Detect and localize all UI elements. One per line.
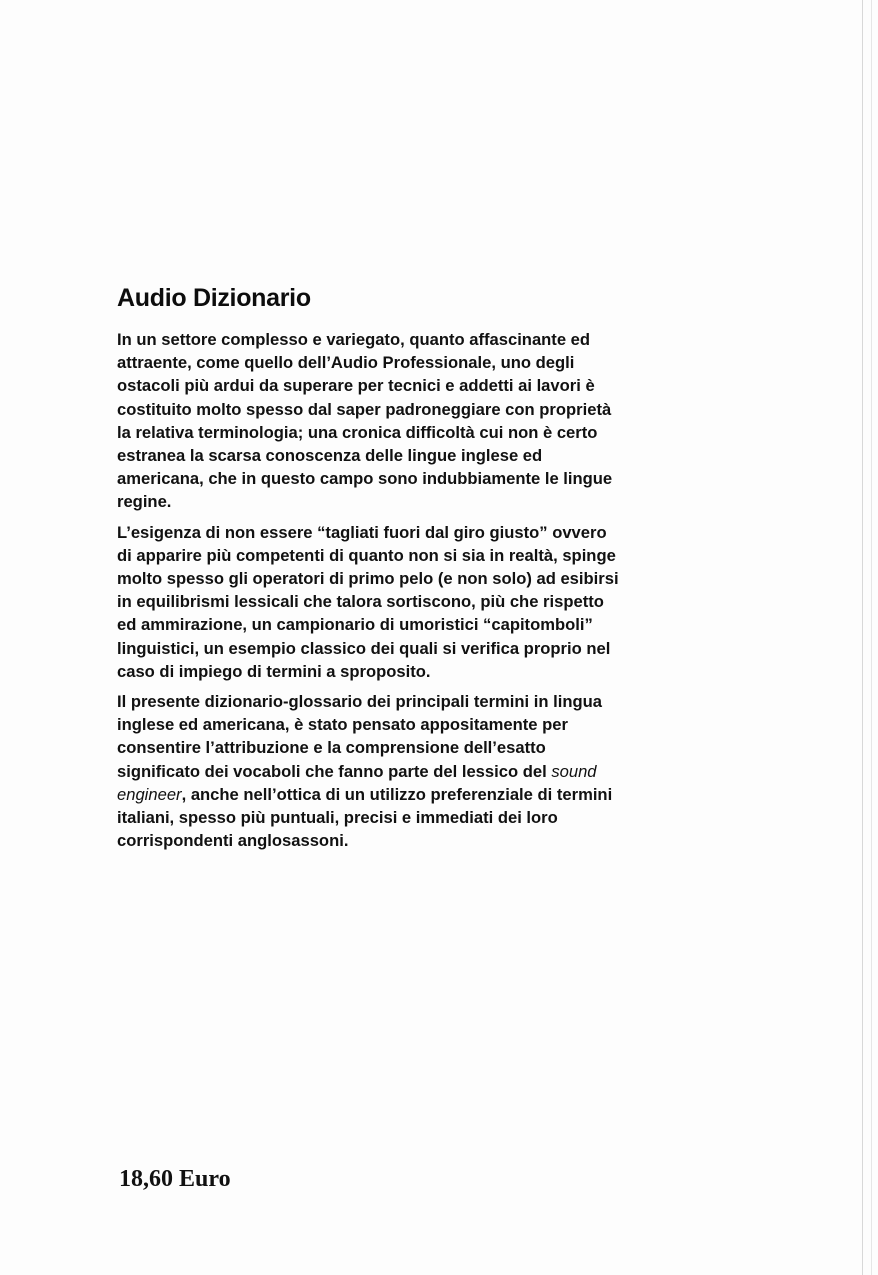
paragraph-context: L’esigenza di non essere “tagliati fuori dal giro giusto” ovvero di apparire più competenti di quanto non si sia in realtà, spinge molto spesso gli operatori di primo pelo (e non solo) ad esibirsi in equilibrismi lessicali che talora sortiscono, più che rispetto ed ammirazione, un campionario di umoristici “capitomboli” linguistici, un esempio classico dei quali si verifica proprio nel caso di impiego di termini a sproposito. — [117, 522, 619, 681]
page-edge-line-secondary — [871, 0, 872, 1275]
book-title: Audio Dizionario — [117, 284, 311, 312]
paragraph-intro: In un settore complesso e variegato, quanto affascinante ed attraente, come quello dell’Audio Professionale, uno degli ostacoli più ardui da superare per tecnici e addetti ai lavori è costituito molto spesso dal saper padroneggiare con proprietà la relativa terminologia; una cronica difficoltà cui non è certo estranea la scarsa conoscenza delle lingue inglese ed americana, che in questo campo sono indubbiamente le lingue regine. — [117, 330, 613, 512]
paragraph-purpose-start: Il presente dizionario-glossario dei principali termini in lingua inglese ed americana, è stato pensato appositamente per consentire l’attribuzione e la comprensione dell’esatto significato dei vocaboli che fanno parte del lessico del — [117, 692, 602, 781]
price-label: 18,60 Euro — [119, 1166, 231, 1192]
paragraph-purpose — [117, 690, 707, 852]
paragraph-purpose-italic: sound engineer — [117, 761, 597, 804]
page-edge-line — [862, 0, 863, 1275]
paragraph-purpose-end: , anche nell’ottica di un utilizzo preferenziale di termini italiani, spesso più puntuali, precisi e immediati dei loro corrispondenti anglosassoni. — [117, 784, 613, 851]
description-text — [117, 328, 707, 859]
